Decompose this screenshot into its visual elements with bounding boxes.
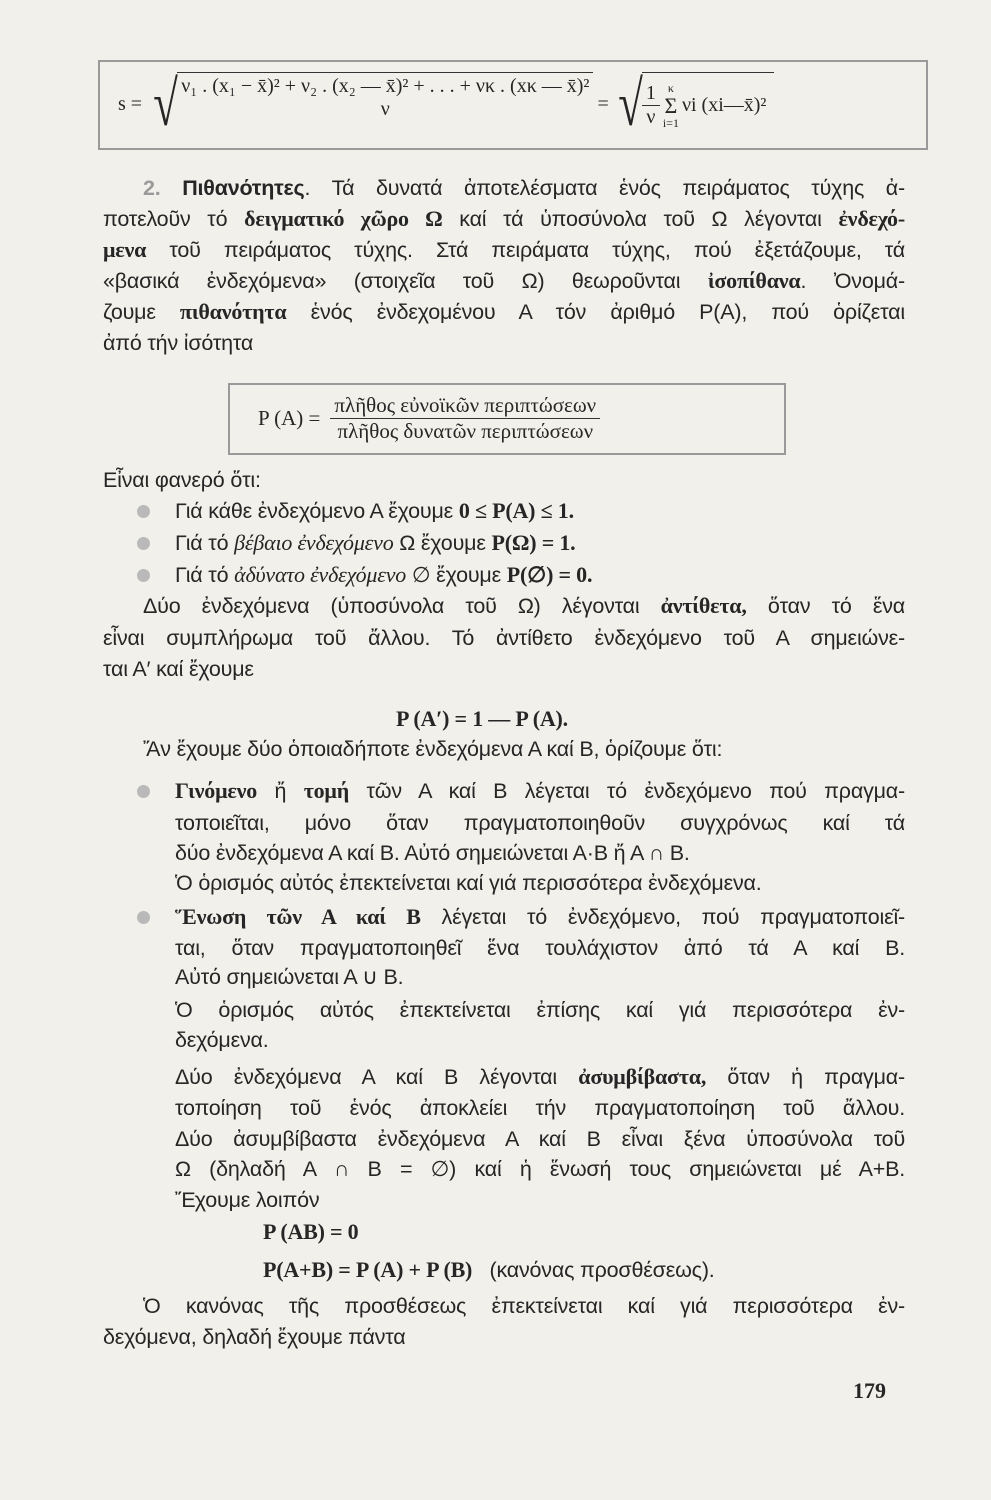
text-span: ἤ	[257, 779, 304, 803]
frac-denominator: ν	[646, 106, 656, 128]
text-span: δύο ἐνδεχόμενα Α καί Β. Αὐτό σημειώνεται Α·Β ἤ Α ∩ Β.	[175, 841, 690, 865]
formula-denominator: ν	[380, 98, 390, 120]
text-span: Δύο ἐνδεχόμενα Α καί Β λέγονται	[175, 1065, 579, 1089]
bold-term: P(Ω) = 1.	[491, 530, 576, 555]
text-span: δεχόμενα, δηλαδή ἔχουμε πάντα	[103, 1325, 406, 1349]
text-span: Ἄν ἔχουμε δύο ὁποιαδήποτε ἐνδεχόμενα Α καί Β, ὁρίζουμε ὅτι:	[143, 737, 723, 761]
square-root: √ ν₁ . (x₁ − x̄)² + ν₂ . (x₂ — x̄)² + . . . + νκ . (xκ — x̄)² ν	[148, 72, 593, 136]
text-line	[175, 529, 575, 557]
text-span: ὅταν τό ἕνα	[746, 594, 905, 618]
bold-term: δειγματικό χῶρο Ω	[244, 206, 443, 231]
text-span: (κανόνας προσθέσεως).	[472, 1258, 715, 1282]
text-line	[175, 809, 905, 837]
bold-term: τομή	[303, 778, 349, 803]
text-span: Ὁ κανόνας τῆς προσθέσεως ἐπεκτείνεται καί γιά περισσότερα ἐν-	[143, 1294, 905, 1318]
text-span: Ἔχουμε λοιπόν	[175, 1188, 320, 1212]
probability-numerator: πλῆθος εὐνοϊκῶν περιπτώσεων	[330, 393, 600, 419]
text-span: Ὁ ὁρισμός αὐτός ἐπεκτείνεται καί γιά περισσότερα ἐνδεχόμενα.	[175, 871, 762, 895]
text-span: Γιά τό	[175, 531, 235, 555]
text-span: ται, ὅταν πραγματοποιηθεῖ ἕνα τουλάχιστον ἀπό τά Α καί Β.	[175, 936, 905, 960]
text-line	[175, 1125, 905, 1153]
text-line	[103, 655, 254, 683]
text-span: τοποιεῖται, μόνο ὅταν πραγματοποιηθοῦν συγχρόνως καί τά	[175, 811, 905, 835]
text-line	[103, 624, 905, 652]
bold-term: πιθανότητα	[179, 299, 287, 324]
bold-term: P(∅) = 0.	[506, 562, 593, 587]
probability-formula	[258, 389, 600, 447]
text-span: εἶναι συμπλήρωμα τοῦ ἄλλου. Τό ἀντίθετο ἐνδεχόμενο τοῦ Α σημειώνε-	[103, 626, 905, 650]
text-line	[143, 174, 905, 202]
bold-term: Γινόμενο	[175, 778, 257, 803]
text-span: Ὁ ὁρισμός αὐτός ἐπεκτείνεται ἐπίσης καί γιά περισσότερα ἐν-	[175, 998, 905, 1022]
text-line	[263, 1218, 358, 1246]
text-line	[103, 267, 905, 295]
bullet-icon	[137, 785, 150, 798]
text-line	[175, 963, 403, 991]
frac-numerator: 1	[642, 82, 660, 106]
bold-term: P(A+B) = P (A) + P (B)	[263, 1257, 473, 1282]
text-span: . Τά δυνατά ἀποτελέσματα ἑνός πειράματος τύχης ἀ-	[304, 176, 905, 200]
text-span: τοποίηση τοῦ ἑνός ἀποκλείει τήν πραγματοποίηση τοῦ ἄλλου.	[175, 1096, 905, 1120]
italic-term: βέβαιο ἐνδεχόμενο	[234, 530, 394, 555]
text-line	[103, 466, 261, 494]
bold-term: ἀσυμβίβαστα,	[578, 1064, 707, 1089]
text-line	[103, 236, 905, 264]
text-line	[103, 329, 253, 357]
text-line	[143, 1292, 905, 1320]
text-line	[175, 869, 762, 897]
text-span: Δύο ἐνδεχόμενα (ὑποσύνολα τοῦ Ω) λέγονται	[143, 594, 661, 618]
sum-upper: κ	[667, 80, 674, 95]
section-number: 2.	[143, 176, 183, 200]
italic-term: ἀδύνατο ἐνδεχόμενο	[234, 562, 407, 587]
sum-sign: Σ	[664, 92, 678, 118]
text-span: ζουμε	[103, 300, 180, 324]
square-root-2: √ $\frac{1}{\nu}$ κ Σ i=1 νi (xi—x̄)²	[613, 72, 775, 136]
bullet-icon	[137, 505, 150, 518]
text-line	[103, 205, 905, 233]
text-span: Γιά κάθε ἐνδεχόμενο Α ἔχουμε	[175, 499, 459, 523]
formula-lhs: s =	[118, 92, 143, 115]
text-line	[103, 1323, 405, 1351]
bold-term: ἰσοπίθανα	[707, 268, 801, 293]
text-line	[175, 1063, 905, 1091]
text-line	[103, 298, 905, 326]
text-span: ∅ ἔχουμε	[406, 563, 507, 587]
text-line	[175, 1094, 905, 1122]
text-span: Γιά τό	[175, 563, 235, 587]
text-span: Εἶναι φανερό ὅτι:	[103, 468, 261, 492]
text-line	[263, 1256, 715, 1284]
text-line	[175, 1155, 905, 1183]
text-span: Δύο ἀσυμβίβαστα ἐνδεχόμενα Α καί Β εἶναι ξένα ὑποσύνολα τοῦ	[175, 1127, 905, 1151]
text-line	[175, 1026, 269, 1054]
text-line	[175, 996, 905, 1024]
text-span: ποτελοῦν τό	[103, 207, 245, 231]
bold-term: ἐνδεχό-	[838, 206, 905, 231]
text-line	[396, 705, 568, 733]
text-span: καί τά ὑποσύνολα τοῦ Ω λέγονται	[442, 207, 839, 231]
text-line	[175, 839, 690, 867]
bullet-icon	[137, 537, 150, 550]
sum-lower: i=1	[662, 115, 679, 130]
bold-term: ἀντίθετα,	[660, 593, 747, 618]
text-span: . Ὀνομά-	[800, 269, 905, 293]
bold-term: Ἕνωση τῶν Α καί Β	[175, 904, 421, 929]
bold-term: P (AB) = 0	[263, 1219, 359, 1244]
text-line	[143, 592, 905, 620]
text-span: ται Α′ καί ἔχουμε	[103, 657, 254, 681]
text-line	[175, 777, 905, 805]
bold-term: 0 ≤ P(A) ≤ 1.	[458, 498, 574, 523]
text-span: ἑνός ἐνδεχομένου Α τόν ἀριθμό P(A), πού ὁρίζεται	[286, 300, 905, 324]
formula-equals: =	[597, 92, 609, 115]
text-span: Ω ἔχουμε	[393, 531, 492, 555]
bold-term: Πιθανότητες	[182, 176, 305, 200]
text-span: δεχόμενα.	[175, 1028, 269, 1052]
bold-term: μενα	[103, 237, 147, 262]
text-line	[175, 561, 592, 589]
bullet-icon	[137, 911, 150, 924]
formula-numerator: ν₁ . (x₁ − x̄)² + ν₂ . (x₂ — x̄)² + . . . + νκ . (xκ — x̄)²	[181, 75, 590, 97]
std-deviation-formula	[118, 66, 774, 142]
text-span: τοῦ πειράματος τύχης. Στά πειράματα τύχης, πού ἐξετάζουμε, τά	[146, 238, 905, 262]
text-span: ἀπό τήν ἰσότητα	[103, 331, 254, 355]
text-span: Αὐτό σημειώνεται Α ∪ Β.	[175, 965, 404, 989]
sum-term: νi (xi—x̄)²	[681, 94, 767, 116]
bullet-icon	[137, 569, 150, 582]
text-span: ὅταν ἡ πραγμα-	[706, 1065, 905, 1089]
text-span: Ω (δηλαδή Α ∩ Β = ∅) καί ἡ ἕνωσή τους σημειώνεται μέ Α+Β.	[175, 1157, 905, 1181]
probability-lhs: P (A) =	[258, 405, 321, 430]
text-line	[175, 497, 574, 525]
page-number: 179	[853, 1378, 886, 1403]
text-span: τῶν Α καί Β λέγεται τό ἐνδεχόμενο πού πραγμα-	[349, 779, 905, 803]
text-line	[175, 903, 905, 931]
text-line	[143, 735, 722, 763]
text-span: λέγεται τό ἐνδεχόμενο, πού πραγματοποιεῖ-	[420, 905, 905, 929]
bold-term: P (A′) = 1 — P (A).	[396, 706, 568, 731]
text-line	[175, 934, 905, 962]
text-line	[175, 1186, 319, 1214]
text-span: «βασικά ἐνδεχόμενα» (στοιχεῖα τοῦ Ω) θεωροῦνται	[103, 269, 708, 293]
probability-denominator: πλῆθος δυνατῶν περιπτώσεων	[337, 418, 594, 443]
